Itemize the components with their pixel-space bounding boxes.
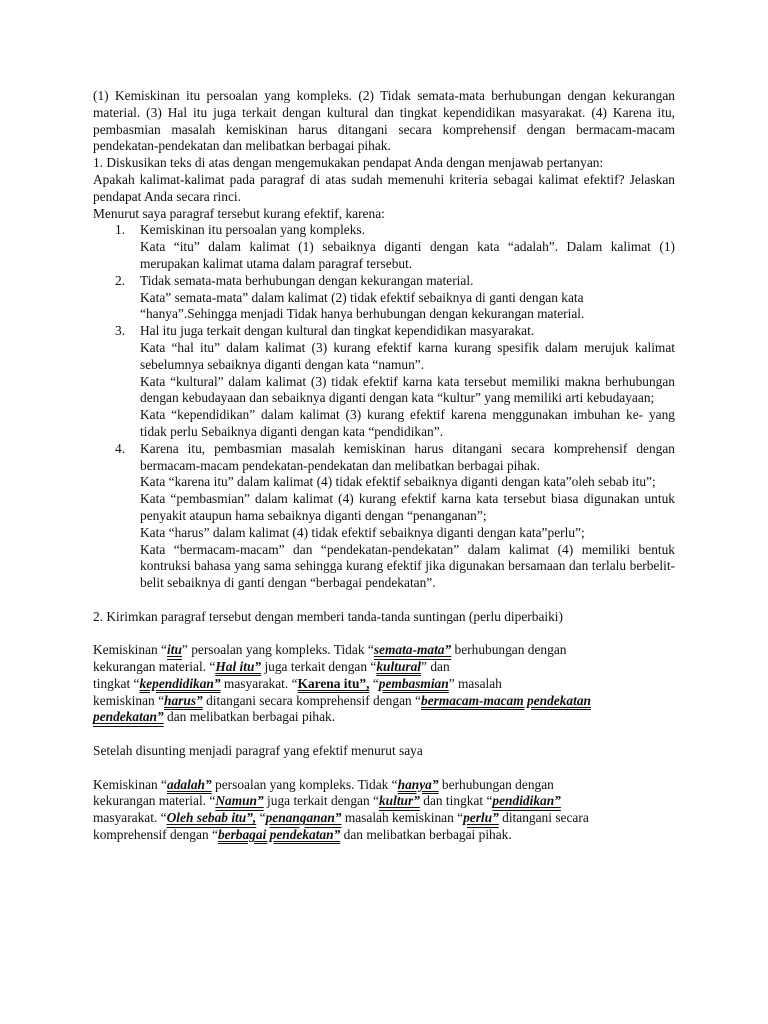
- final-line: [93, 793, 675, 810]
- list-item-note: Kata “itu” dalam kalimat (1) sebaiknya diganti dengan kata “adalah”. Dalam kalimat (1) merupakan kalimat utama dalam paragraf tersebut.: [140, 239, 675, 271]
- edited-text: Kemiskinan “: [93, 642, 168, 658]
- edited-line: [93, 693, 675, 710]
- edit-mark: Karena itu”,: [297, 675, 370, 691]
- final-text: “: [256, 810, 266, 826]
- edited-text: ” persoalan yang kompleks. Tidak “: [181, 642, 374, 658]
- edited-text: juga terkait dengan “: [261, 659, 377, 675]
- edited-line: [93, 642, 675, 659]
- edited-text: ditangani secara komprehensif dengan “: [202, 692, 422, 708]
- spacer: [93, 626, 675, 643]
- final-text: komprehensif dengan “: [93, 827, 218, 843]
- list-item-title: Hal itu juga terkait dengan kultural dan tingkat kependidikan masyarakat.: [140, 323, 535, 339]
- correction-mark: Oleh sebab itu”,: [166, 810, 257, 826]
- list-item-note: Kata “kependidikan” dalam kalimat (3) kurang efektif karena menggunakan imbuhan ke- yang tidak perlu Sebaiknya diganti dengan kata “pendidikan”.: [140, 407, 675, 439]
- list-item-note: Kata” semata-mata” dalam kalimat (2) tidak efektif sebaiknya di ganti dengan kata “hanya”.Sehingga menjadi Tidak hanya berhubungan dengan kekurangan material.: [140, 289, 585, 322]
- document-body: [93, 88, 675, 844]
- correction-mark: hanya”: [397, 776, 439, 792]
- edited-text: tingkat “: [93, 675, 140, 691]
- edit-mark: pembasmian: [378, 675, 449, 691]
- edited-text: kekurangan material. “: [93, 659, 216, 675]
- spacer: [93, 760, 675, 777]
- correction-mark: kultur”: [378, 793, 420, 809]
- edited-text: ” dan: [421, 659, 450, 675]
- correction-mark: pendidikan”: [492, 793, 561, 809]
- edited-text: ” masalah: [448, 675, 502, 691]
- final-text: Kemiskinan “: [93, 776, 168, 792]
- list-item-title: Tidak semata-mata berhubungan dengan kekurangan material.: [140, 272, 474, 288]
- correction-mark: penanganan”: [265, 810, 342, 826]
- edited-text: kemiskinan “: [93, 692, 165, 708]
- correction-mark: berbagai pendekatan”: [217, 827, 341, 843]
- list-item-note: Kata “bermacam-macam” dan “pendekatan-pendekatan” dalam kalimat (4) memiliki bentuk kontruksi bahasa yang sama sehingga kurang efektif jika digunakan bersamaan dan terlalu berbelit-belit sebaiknya di ganti dengan “berbagai pendekatan”.: [140, 541, 675, 591]
- list-item-note: Kata “pembasmian” dalam kalimat (4) kurang efektif karna kata tersebut biasa digunakan untuk penyakit ataupun hama sebaiknya diganti dengan “penanganan”;: [140, 491, 675, 523]
- edit-mark: itu: [167, 642, 182, 658]
- spacer: [93, 592, 675, 609]
- task-2-instruction: 2. Kirimkan paragraf tersebut dengan memberi tanda-tanda suntingan (perlu diperbaiki): [93, 608, 563, 624]
- final-line: [93, 810, 675, 827]
- final-line: [93, 777, 675, 794]
- list-item: [93, 222, 675, 272]
- analysis-list: [93, 222, 675, 592]
- edit-mark: bermacam-macam pendekatan: [421, 692, 591, 708]
- list-item: [93, 273, 675, 323]
- edited-text: “: [369, 675, 379, 691]
- list-item-note: Kata “kultural” dalam kalimat (3) tidak efektif karna kata tersebut memiliki makna berhubungan dengan kebudayaan dan sebaiknya diganti dengan kata “kultur” yang memiliki arti kebudayaan;: [140, 373, 675, 406]
- correction-mark: perlu”: [463, 810, 499, 826]
- list-item-number: 1.: [115, 222, 126, 238]
- edited-text: masyarakat. “: [220, 675, 298, 691]
- after-edit-label: Setelah disunting menjadi paragraf yang efektif menurut saya: [93, 743, 423, 759]
- edit-mark: pendekatan”: [93, 709, 164, 725]
- final-text: kekurangan material. “: [93, 793, 216, 809]
- edit-mark: kultural: [376, 659, 422, 675]
- task-1-question: Apakah kalimat-kalimat pada paragraf di atas sudah memenuhi kriteria sebagai kalimat efektif? Jelaskan pendapat Anda secara rinci.: [93, 171, 675, 204]
- edit-mark: kependidikan”: [139, 675, 221, 691]
- edited-line: [93, 659, 675, 676]
- original-paragraph: (1) Kemiskinan itu persoalan yang kompleks. (2) Tidak semata-mata berhubungan dengan kekurangan material. (3) Hal itu juga terkait dengan kultural dan tingkat kependidikan masyarakat. (4) Karena itu, pembasmian masalah kemiskinan harus ditangani secara komprehensif dengan bermacam-macam pendekatan-pendekatan dan melibatkan berbagai pihak.: [93, 88, 675, 154]
- spacer: [93, 726, 675, 743]
- edited-text: dan melibatkan berbagai pihak.: [163, 709, 336, 725]
- list-item-number: 2.: [115, 272, 126, 288]
- list-item-title: Karena itu, pembasmian masalah kemiskinan harus ditangani secara komprehensif dengan bermacam-macam pendekatan-pendekatan dan melibatkan berbagai pihak.: [140, 440, 675, 473]
- correction-mark: Namun”: [215, 793, 264, 809]
- list-item-number: 4.: [115, 440, 126, 456]
- list-item-note: Kata “harus” dalam kalimat (4) tidak efektif sebaiknya diganti dengan kata”perlu”;: [140, 524, 585, 540]
- list-item: [93, 323, 675, 441]
- final-text: berhubungan dengan: [438, 776, 554, 792]
- final-text: dan melibatkan berbagai pihak.: [340, 827, 512, 843]
- final-line: [93, 827, 675, 844]
- list-item-number: 3.: [115, 323, 126, 339]
- final-text: juga terkait dengan “: [263, 793, 379, 809]
- edit-mark: harus”: [164, 692, 203, 708]
- edit-mark: Hal itu”: [215, 659, 262, 675]
- answer-intro: Menurut saya paragraf tersebut kurang efektif, karena:: [93, 205, 385, 221]
- final-text: ditangani secara: [498, 810, 589, 826]
- final-paragraph: [93, 777, 675, 844]
- edited-line: [93, 676, 675, 693]
- final-text: dan tingkat “: [419, 793, 493, 809]
- edit-mark: semata-mata”: [373, 642, 452, 658]
- list-item-note: Kata “hal itu” dalam kalimat (3) kurang efektif karna kurang spesifik dalam merujuk kalimat sebelumnya sebaiknya diganti dengan kata “namun”.: [140, 339, 675, 372]
- list-item-note: Kata “karena itu” dalam kalimat (4) tidak efektif sebaiknya diganti dengan kata”oleh sebab itu”;: [140, 474, 656, 490]
- final-text: masalah kemiskinan “: [341, 810, 464, 826]
- final-text: masyarakat. “: [93, 810, 167, 826]
- edited-text: berhubungan dengan: [451, 642, 567, 658]
- list-item-title: Kemiskinan itu persoalan yang kompleks.: [140, 222, 365, 238]
- task-1-instruction: 1. Diskusikan teks di atas dengan mengemukakan pendapat Anda dengan menjawab pertanyan:: [93, 155, 604, 171]
- list-item: [93, 441, 675, 592]
- edited-line: [93, 709, 675, 726]
- final-text: persoalan yang kompleks. Tidak “: [211, 776, 398, 792]
- edited-paragraph: [93, 642, 675, 726]
- correction-mark: adalah”: [167, 776, 212, 792]
